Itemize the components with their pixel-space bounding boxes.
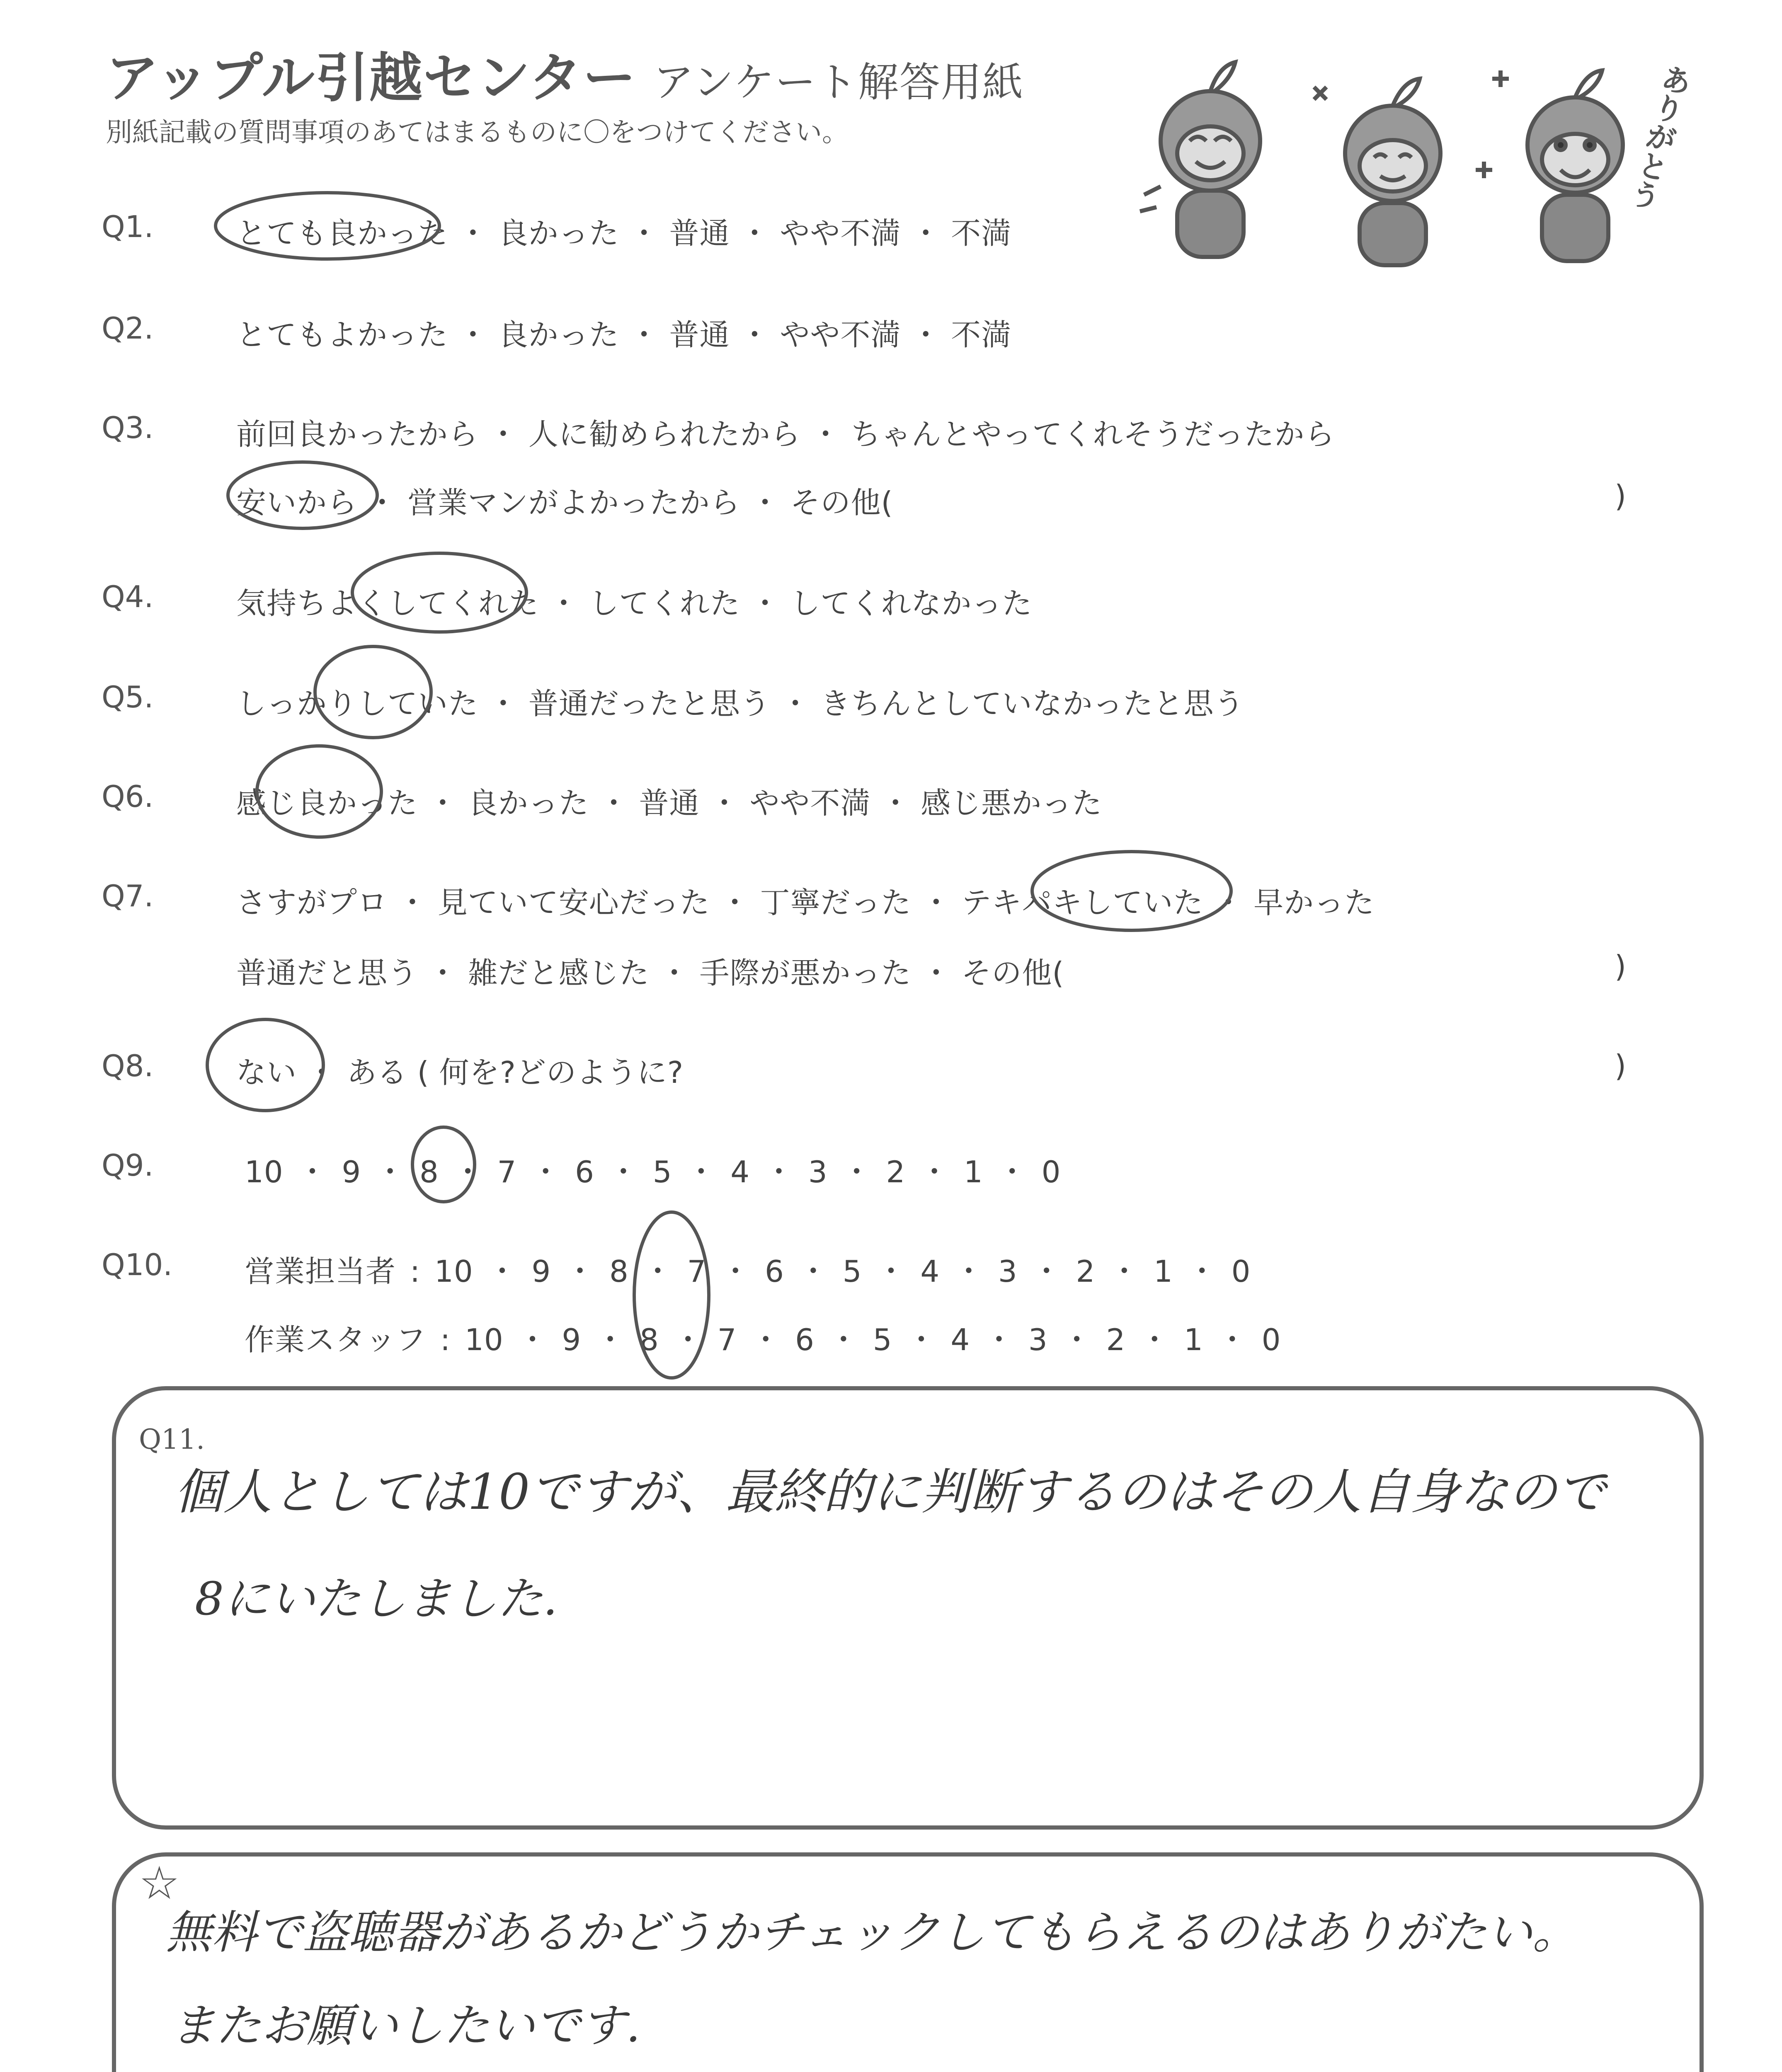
q6-answer-circle: [257, 746, 381, 837]
q8-options[interactable]: ない ・ ある ( 何を?どのように?: [236, 1055, 684, 1090]
q9-options[interactable]: 10 ・ 9 ・ 8 ・ 7 ・ 6 ・ 5 ・ 4 ・ 3 ・ 2 ・ 1 ・ 0: [245, 1155, 1061, 1189]
q7-options-line1[interactable]: さすがプロ ・ 見ていて安心だった ・ 丁寧だった ・ テキパキしていた ・ 早かった: [236, 885, 1375, 920]
comment-line1: 無料で盗聴器があるかどうかチェックしてもらえるのはありがたい。: [166, 1906, 1578, 1959]
q11-answer-line1: 個人としては10ですが、最終的に判断するのはその人自身なので: [174, 1463, 1606, 1520]
star-icon: ☆: [139, 1857, 180, 1910]
q7-options-line2[interactable]: 普通だと思う ・ 雑だと感じた ・ 手際が悪かった ・ その他(: [236, 956, 1064, 990]
q3-label: Q3.: [102, 410, 154, 445]
q1-options[interactable]: とても良かった ・ 良かった ・ 普通 ・ やや不満 ・ 不満: [236, 216, 1012, 251]
q1-label: Q1.: [102, 209, 154, 244]
q10-options-staff[interactable]: 作業スタッフ : 10 ・ 9 ・ 8 ・ 7 ・ 6 ・ 5 ・ 4 ・ 3 ・ 2 ・ 1 ・ 0: [245, 1322, 1281, 1357]
instruction-text: 別紙記載の質問事項のあてはまるものに〇をつけてください。: [106, 117, 849, 148]
q10-answer-circle: [634, 1212, 709, 1378]
company-name: アップル引越センター: [106, 47, 637, 109]
q3-paren-close: ): [1615, 479, 1627, 513]
q5-label: Q5.: [102, 680, 154, 714]
q10-label: Q10.: [102, 1247, 173, 1282]
q10-options-sales[interactable]: 営業担当者 : 10 ・ 9 ・ 8 ・ 7 ・ 6 ・ 5 ・ 4 ・ 3 ・ 2 ・ 1 ・ 0: [245, 1254, 1251, 1289]
q7-answer-circle: [1032, 852, 1231, 930]
q4-options[interactable]: 気持ちよくしてくれた ・ してくれた ・ してくれなかった: [236, 586, 1033, 621]
q7-paren-close: ): [1615, 949, 1627, 984]
q6-label: Q6.: [102, 779, 154, 814]
q3-options-line2[interactable]: 安いから ・ 営業マンがよかったから ・ その他(: [236, 485, 893, 520]
q9-answer-circle: [412, 1127, 475, 1202]
q7-label: Q7.: [102, 879, 154, 913]
q1-answer-circle: [216, 193, 439, 259]
comment-line2: またお願いしたいです.: [170, 1999, 640, 2052]
q3-options-line1[interactable]: 前回良かったから ・ 人に勧められたから ・ ちゃんとやってくれそうだったから: [236, 417, 1335, 452]
q6-options[interactable]: 感じ良かった ・ 良かった ・ 普通 ・ やや不満 ・ 感じ悪かった: [236, 786, 1103, 821]
q5-options[interactable]: しっかりしていた ・ 普通だったと思う ・ きちんとしていなかったと思う: [236, 686, 1244, 721]
q8-answer-circle: [207, 1019, 323, 1111]
form-title: アンケート解答用紙: [653, 59, 1024, 106]
q4-answer-circle: [352, 553, 526, 632]
q2-options[interactable]: とてもよかった ・ 良かった ・ 普通 ・ やや不満 ・ 不満: [236, 317, 1012, 352]
q3-answer-circle: [228, 462, 377, 528]
q8-label: Q8.: [102, 1048, 154, 1083]
q4-label: Q4.: [102, 579, 154, 614]
mascot-caption: ありがとう: [1622, 60, 1695, 213]
q2-label: Q2.: [102, 311, 154, 346]
q11-answer-line2: 8にいたしました.: [195, 1572, 558, 1625]
q11-label: Q11.: [139, 1423, 205, 1455]
q9-label: Q9.: [102, 1148, 154, 1183]
q5-answer-circle: [315, 646, 431, 738]
q8-paren-close: ): [1615, 1048, 1627, 1083]
